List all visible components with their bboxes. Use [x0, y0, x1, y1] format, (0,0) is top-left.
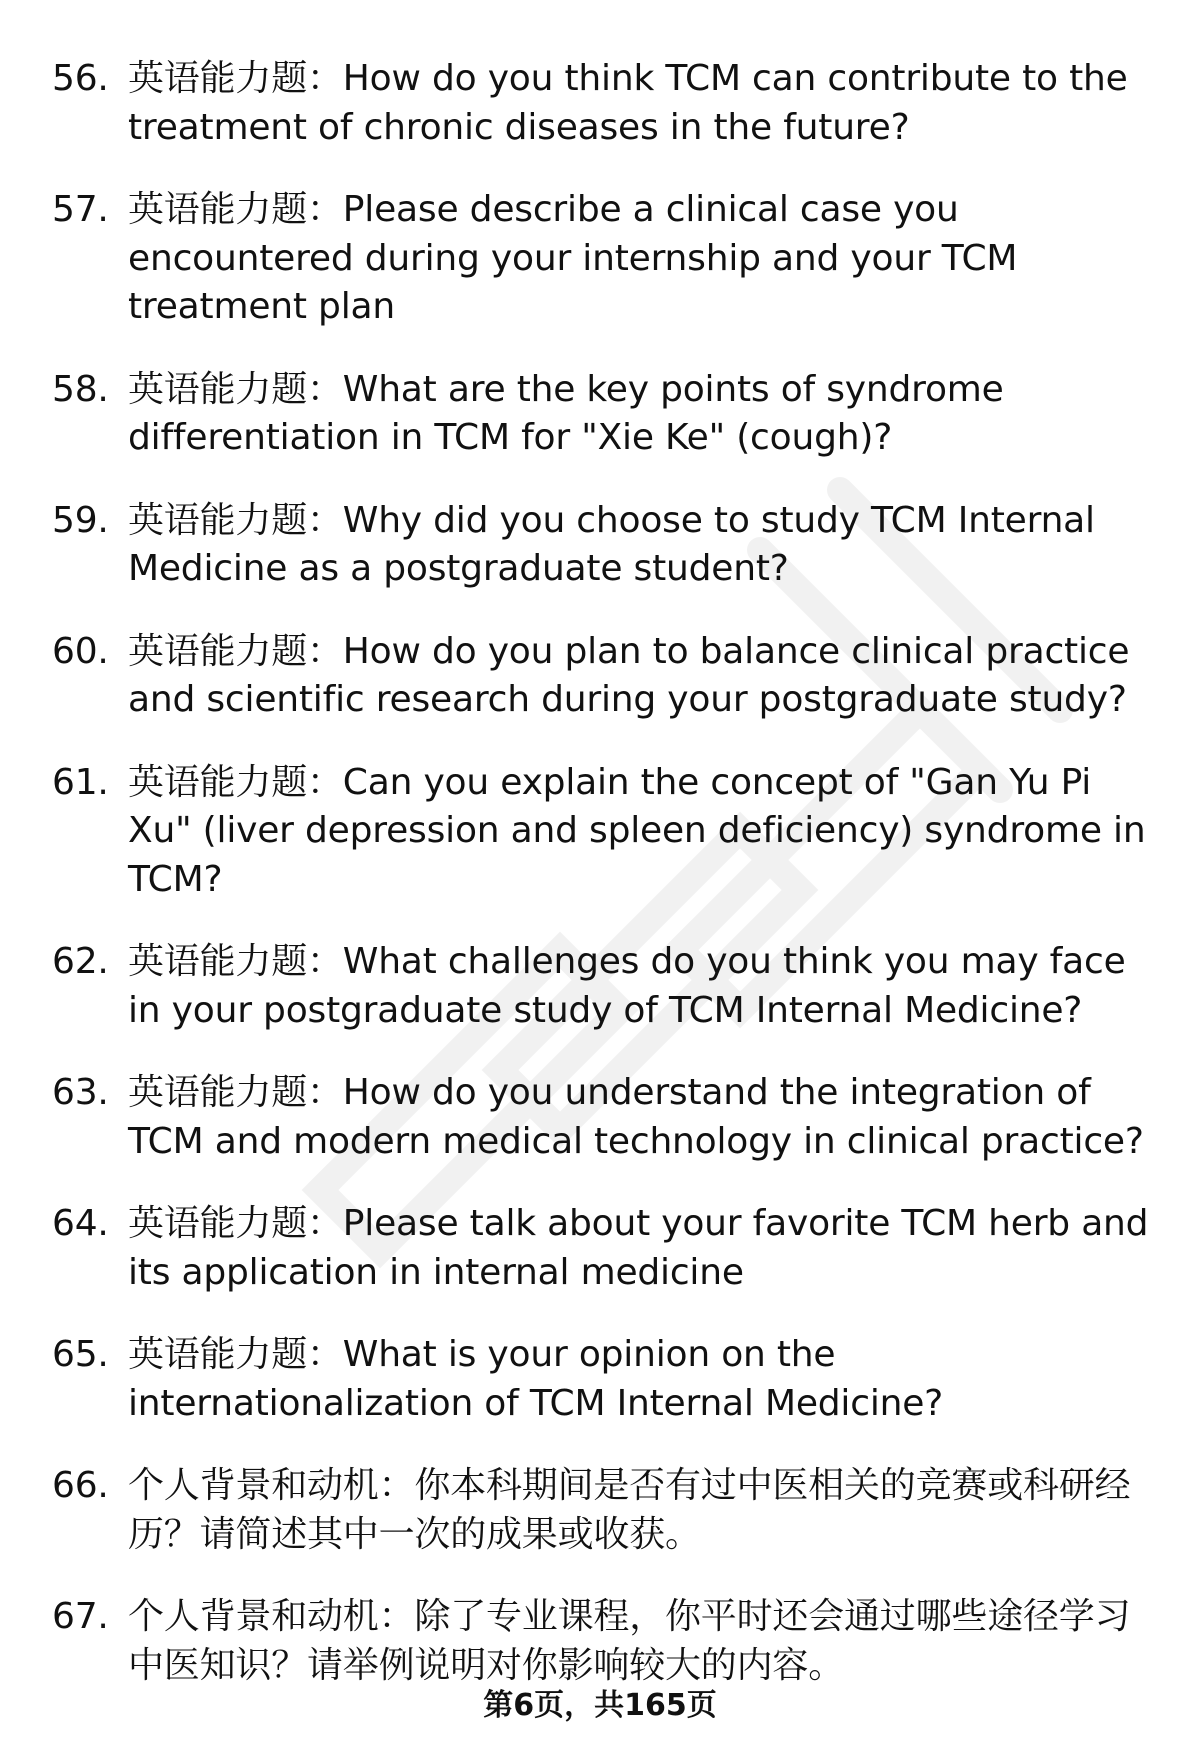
- question-number: 67.: [52, 1596, 109, 1637]
- question-number: 62.: [52, 941, 109, 982]
- question-text: 个人背景和动机：你本科期间是否有过中医相关的竞赛或科研经历？请简述其中一次的成果或收获。: [128, 1465, 1131, 1555]
- question-text: 英语能力题：Please talk about your favorite TCM herb and its application in internal medicine: [128, 1203, 1149, 1293]
- question-number: 66.: [52, 1465, 109, 1506]
- question-list: [52, 55, 1162, 1724]
- question-text: 英语能力题：How do you think TCM can contribute to the treatment of chronic diseases in the future?: [128, 58, 1128, 148]
- question-item: [52, 1069, 1162, 1166]
- question-number: 58.: [52, 368, 109, 410]
- question-item: [52, 186, 1162, 332]
- question-item: [52, 1593, 1162, 1690]
- question-item: [52, 759, 1162, 905]
- question-text: 英语能力题：Why did you choose to study TCM Internal Medicine as a postgraduate student?: [128, 499, 1095, 589]
- question-number: 57.: [52, 189, 109, 230]
- question-item: [52, 1200, 1162, 1297]
- question-number: 61.: [52, 761, 109, 803]
- question-text: 英语能力题：Please describe a clinical case you encountered during your internship and your TCM treatment plan: [128, 189, 1018, 327]
- question-text: 英语能力题：What is your opinion on the internationalization of TCM Internal Medicine?: [128, 1334, 944, 1424]
- question-item: [52, 1462, 1162, 1559]
- question-item: [52, 938, 1162, 1035]
- question-item: [52, 1331, 1162, 1428]
- question-text: 英语能力题：What challenges do you think you may face in your postgraduate study of TCM Internal Medicine?: [128, 941, 1126, 1031]
- question-number: 64.: [52, 1203, 109, 1244]
- question-text: 英语能力题：How do you plan to balance clinical practice and scientific research during your postgraduate study?: [128, 630, 1130, 720]
- question-text: 英语能力题：How do you understand the integration of TCM and modern medical technology in clinical practice?: [128, 1072, 1144, 1162]
- question-number: 65.: [52, 1334, 109, 1375]
- page-number-footer: 第6页，共165页: [483, 1688, 717, 1723]
- question-item: [52, 497, 1162, 594]
- question-number: 59.: [52, 499, 109, 541]
- question-item: [52, 628, 1162, 725]
- question-item: [52, 366, 1162, 463]
- question-number: 56.: [52, 58, 109, 99]
- question-number: 60.: [52, 630, 109, 672]
- question-number: 63.: [52, 1072, 109, 1113]
- question-text: 个人背景和动机：除了专业课程，你平时还会通过哪些途径学习中医知识？请举例说明对你影响较大的内容。: [128, 1596, 1131, 1686]
- question-text: 英语能力题：Can you explain the concept of "Gan Yu Pi Xu" (liver depression and spleen deficiency) syndrome in TCM?: [128, 761, 1146, 900]
- question-text: 英语能力题：What are the key points of syndrome differentiation in TCM for "Xie Ke" (cough)?: [128, 368, 1004, 458]
- question-item: [52, 55, 1162, 152]
